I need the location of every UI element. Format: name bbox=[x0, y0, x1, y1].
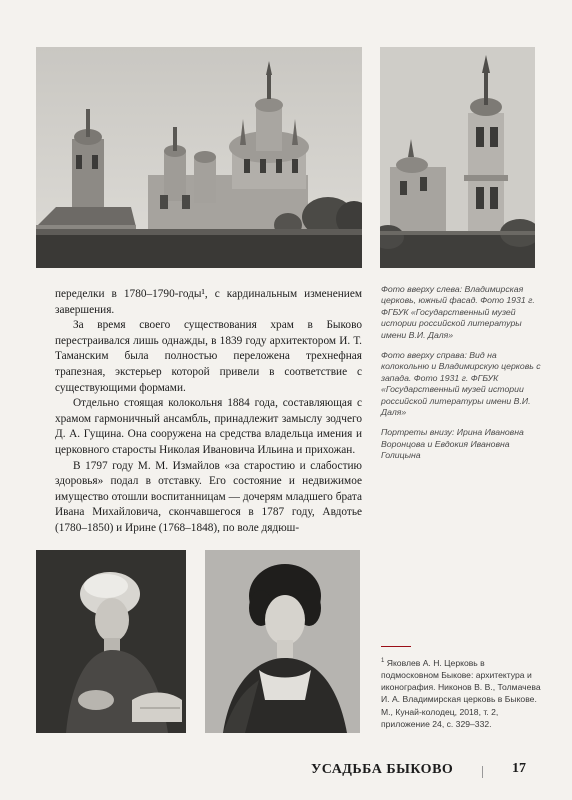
body-paragraph: За время своего существования храм в Быково перестраивался лишь однажды, в 1839 году архитектором И. Т. Таманским была полностью переложена трехнефная трапезная, экстерьер которой привели в соответствие с существующими формами. bbox=[55, 319, 362, 394]
body-paragraph: переделки в 1780–1790-годы¹, с кардинальным изменением завершения. bbox=[55, 288, 362, 316]
body-paragraph: В 1797 году М. М. Измайлов «за старостию и слабостию здоровья» подал в отставку. Его состояние и недвижимое имущество отошли воспитанницам — дочерям младшего брата Ивана Михайловича, скончавшегося в 1787 году, Авдотье (1780–1850) и Ирине (1768–1848), по воле дядюш- bbox=[55, 459, 362, 534]
footnote bbox=[381, 655, 541, 730]
photo-captions bbox=[381, 284, 541, 471]
running-head-separator bbox=[482, 766, 483, 778]
body-paragraph: Отдельно стоящая колокольня 1884 года, составляющая с храмом гармоничный ансамбль, принадлежит замыслу зодчего Д. А. Гущина. Она сооружена на средства владельца имения и церковного старосты Николая Ивановича Ильина и прихожан. bbox=[55, 397, 362, 456]
caption-top-left: Фото вверху слева: Владимирская церковь, южный фасад. Фото 1931 г. ФГБУК «Государственный музей истории российской литературы имени В.И. Даля» bbox=[381, 284, 535, 340]
running-head: УСАДЬБА БЫКОВО bbox=[311, 762, 454, 777]
portrait-evdokia-golitsyna bbox=[205, 550, 360, 733]
church-south-facade-photo bbox=[36, 47, 362, 268]
page-number: 17 bbox=[512, 761, 526, 776]
bell-tower-west-view-photo bbox=[380, 47, 535, 268]
caption-top-right: Фото вверху справа: Вид на колокольню и Владимирскую церковь с запада. Фото 1931 г. ФГБУК «Государственный музей истории российской литературы имени В.И. Даля» bbox=[381, 350, 541, 418]
footnote-text: Яковлев А. Н. Церковь в подмосковном Быкове: архитектура и иконография. Никонов В. В., Толмачева И. А. Владимирская церковь в Быкове. М., Кунай-колодец, 2018, т. 2, приложение 24, с. 329–332. bbox=[381, 657, 541, 729]
footnote-rule bbox=[381, 646, 411, 647]
footnote-mark: 1 bbox=[381, 658, 385, 664]
body-text bbox=[55, 287, 362, 537]
caption-portraits: Портреты внизу: Ирина Ивановна Воронцова и Евдокия Ивановна Голицына bbox=[381, 427, 524, 461]
portrait-irina-vorontsova bbox=[36, 550, 186, 733]
